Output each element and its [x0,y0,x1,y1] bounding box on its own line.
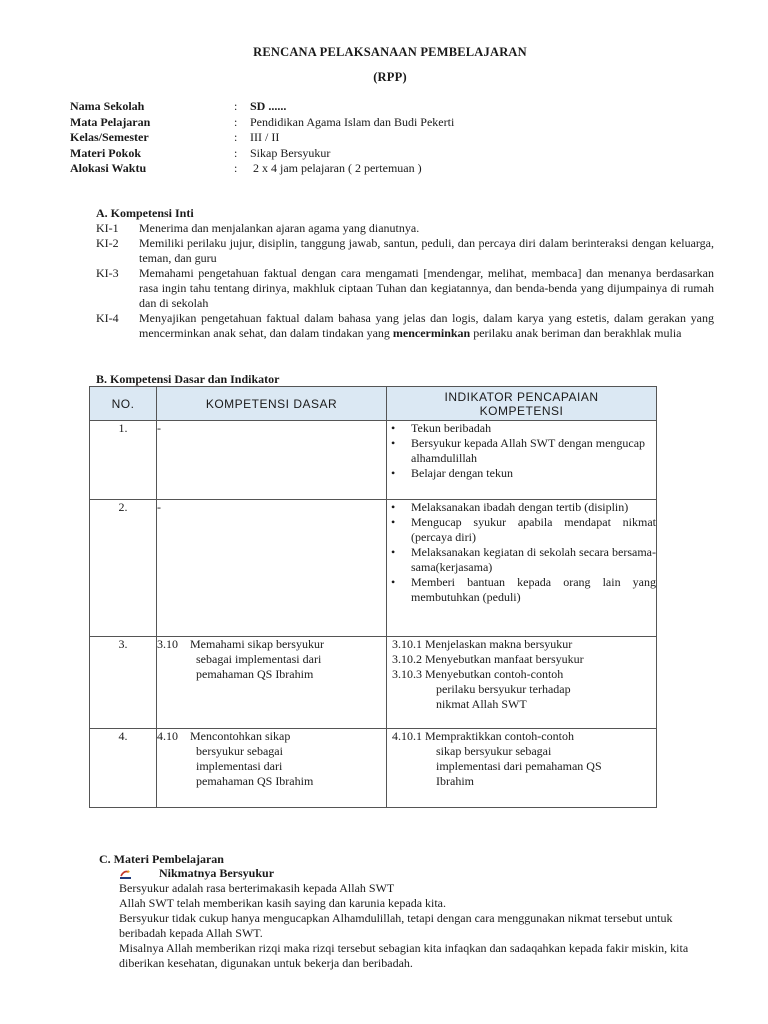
kd-cell [157,729,387,808]
ki-code: KI-2 [96,236,119,250]
ki-code: KI-4 [96,311,119,325]
indicator-line: nikmat Allah SWT [436,697,527,711]
identity-label: Materi Pokok [70,145,141,160]
ki-item [96,236,714,266]
indicator-line [392,667,656,682]
kd-cell: - [157,421,387,500]
identity-value: III / II [250,130,280,144]
table-row [90,637,657,729]
indicator-line: perilaku bersyukur terhadap [436,682,571,696]
indicator-text: Menyebutkan contoh-contoh [425,667,564,681]
indicator-text: Mempraktikkan contoh-contoh [425,729,574,743]
table-row [90,421,657,500]
paragraph: Bersyukur adalah rasa berterimakasih kepada Allah SWT [119,881,395,895]
kd-line: pemahaman QS Ibrahim [196,667,314,681]
indicator-code: 3.10.2 [392,652,422,666]
identity-colon: : [234,114,238,129]
section-a-heading: A. Kompetensi Inti [96,206,194,220]
indicator-text: Menjelaskan makna bersyukur [425,637,573,651]
kd-text: Mencontohkan sikap [190,729,291,743]
kd-text: Memahami sikap bersyukur [190,637,324,651]
kd-line [157,637,386,652]
indicator-line: implementasi dari pemahaman QS [436,759,602,773]
ki-item [96,266,714,311]
identity-row [70,130,454,146]
row-number: 3. [90,637,157,729]
identity-block [70,99,454,177]
identity-row [70,99,454,115]
kd-line: bersyukur sebagai [196,744,283,758]
document-title: RENCANA PELAKSANAAN PEMBELAJARAN [253,45,527,59]
list-item: • Tekun beribadah [387,421,656,436]
table-row [90,729,657,808]
ki-text-part: Menyajikan pengetahuan faktual dalam bahasa yang jelas dan logis, dalam karya yang estetis, dalam gerakan yang mencerminkan anak sehat, dan dalam tindakan yang [139,311,714,340]
bullet-arrow-icon [119,868,133,880]
kd-cell: - [157,500,387,637]
identity-value: 2 x 4 jam pelajaran ( 2 pertemuan ) [250,161,422,175]
indicator-list [387,500,656,605]
identity-value: Sikap Bersyukur [250,145,331,160]
identity-label: Alokasi Waktu [70,161,147,175]
ki-text: Memiliki perilaku jujur, disiplin, tanggung jawab, santun, peduli, dan percaya diri dalam berinteraksi dengan keluarga, teman, dan guru [139,236,714,265]
col-header-indikator: INDIKATOR PENCAPAIAN KOMPETENSI [387,387,657,421]
identity-colon: : [234,99,238,113]
kompetensi-inti-list [96,221,714,341]
paragraph: Bersyukur tidak cukup hanya mengucapkan Alhamdulillah, tetapi dengan cara menggunakan nikmat tersebut untuk beribadah kepada Allah SWT. [119,911,673,940]
indicator-cell [387,500,657,637]
list-item: • Bersyukur kepada Allah SWT dengan mengucap alhamdulillah [387,436,656,466]
col-header-no: NO. [90,387,157,421]
indicator-code: 4.10.1 [392,729,422,743]
identity-colon: : [234,145,238,160]
row-number: 1. [90,421,157,500]
section-c-heading: C. Materi Pembelajaran [99,852,224,866]
ki-text: Menerima dan menjalankan ajaran agama yang dianutnya. [139,221,420,235]
ki-item [96,311,714,341]
ki-text-bold: mencerminkan [392,326,471,340]
list-item: • Mengucap syukur apabila mendapat nikmat (percaya diri) [387,515,656,545]
subheading-bullet-icon [119,868,133,880]
ki-text-part: perilaku anak beriman dan berakhlak mulia [473,326,682,340]
identity-row [70,161,454,177]
indicator-cell [387,421,657,500]
identity-label: Kelas/Semester [70,130,149,144]
kd-line: sebagai implementasi dari [196,652,322,666]
paragraph: Allah SWT telah memberikan kasih saying dan karunia kepada kita. [119,896,447,910]
list-item: • Melaksanakan ibadah dengan tertib (disiplin) [387,500,656,515]
kd-code: 4.10 [157,729,178,743]
kd-cell [157,637,387,729]
indicator-cell [387,637,657,729]
identity-row [70,115,454,131]
list-item: • Melaksanakan kegiatan di sekolah secara bersama-sama(kerjasama) [387,545,656,575]
kd-line: pemahaman QS Ibrahim [196,774,314,788]
row-number: 4. [90,729,157,808]
indicator-text: Menyebutkan manfaat bersyukur [425,652,584,666]
identity-row [70,146,454,162]
table-row [90,500,657,637]
identity-colon: : [234,130,238,144]
kd-line [157,729,386,744]
document-subtitle: (RPP) [373,70,407,84]
table-header-row [90,387,657,421]
list-item: • Belajar dengan tekun [387,466,656,481]
identity-value: SD ...... [250,99,287,113]
identity-colon: : [234,161,238,175]
ki-code: KI-3 [96,266,119,280]
indicator-code: 3.10.3 [392,667,422,681]
ki-text [139,311,714,341]
indicator-code: 3.10.1 [392,637,422,651]
indicator-line: Ibrahim [436,774,474,788]
col-header-kd: KOMPETENSI DASAR [157,387,387,421]
kd-code: 3.10 [157,637,178,651]
identity-label: Nama Sekolah [70,99,145,113]
indicator-line [392,637,656,652]
identity-value: Pendidikan Agama Islam dan Budi Pekerti [250,114,455,129]
kd-line: implementasi dari [196,759,283,773]
indicator-line: sikap bersyukur sebagai [436,744,552,758]
subheading-text: Nikmatnya Bersyukur [159,866,275,880]
list-item: • Memberi bantuan kepada orang lain yang membutuhkan (peduli) [387,575,656,605]
section-b-heading: B. Kompetensi Dasar dan Indikator [96,372,280,386]
indicator-line [392,729,656,744]
subheading [119,866,274,881]
row-number: 2. [90,500,157,637]
ki-item [96,221,714,236]
identity-label: Mata Pelajaran [70,114,151,129]
indicator-list [387,421,656,481]
materi-content [119,881,715,971]
ki-text: Memahami pengetahuan faktual dengan cara mengamati [mendengar, melihat, membaca] dan menanya berdasarkan rasa ingin tahu tentang dirinya, makhluk ciptaan Tuhan dan kegiatannya, dan benda-benda yang dijumpainya di rumah dan di sekolah [139,266,714,310]
indicator-line [392,652,656,667]
indicator-cell [387,729,657,808]
kompetensi-table [89,386,657,808]
paragraph: Misalnya Allah memberikan rizqi maka rizqi tersebut sebagian kita infaqkan dan sadaqahkan kepada fakir miskin, kita diberikan kesehatan, digunakan untuk bekerja dan beribadah. [119,941,689,970]
ki-code: KI-1 [96,221,119,235]
